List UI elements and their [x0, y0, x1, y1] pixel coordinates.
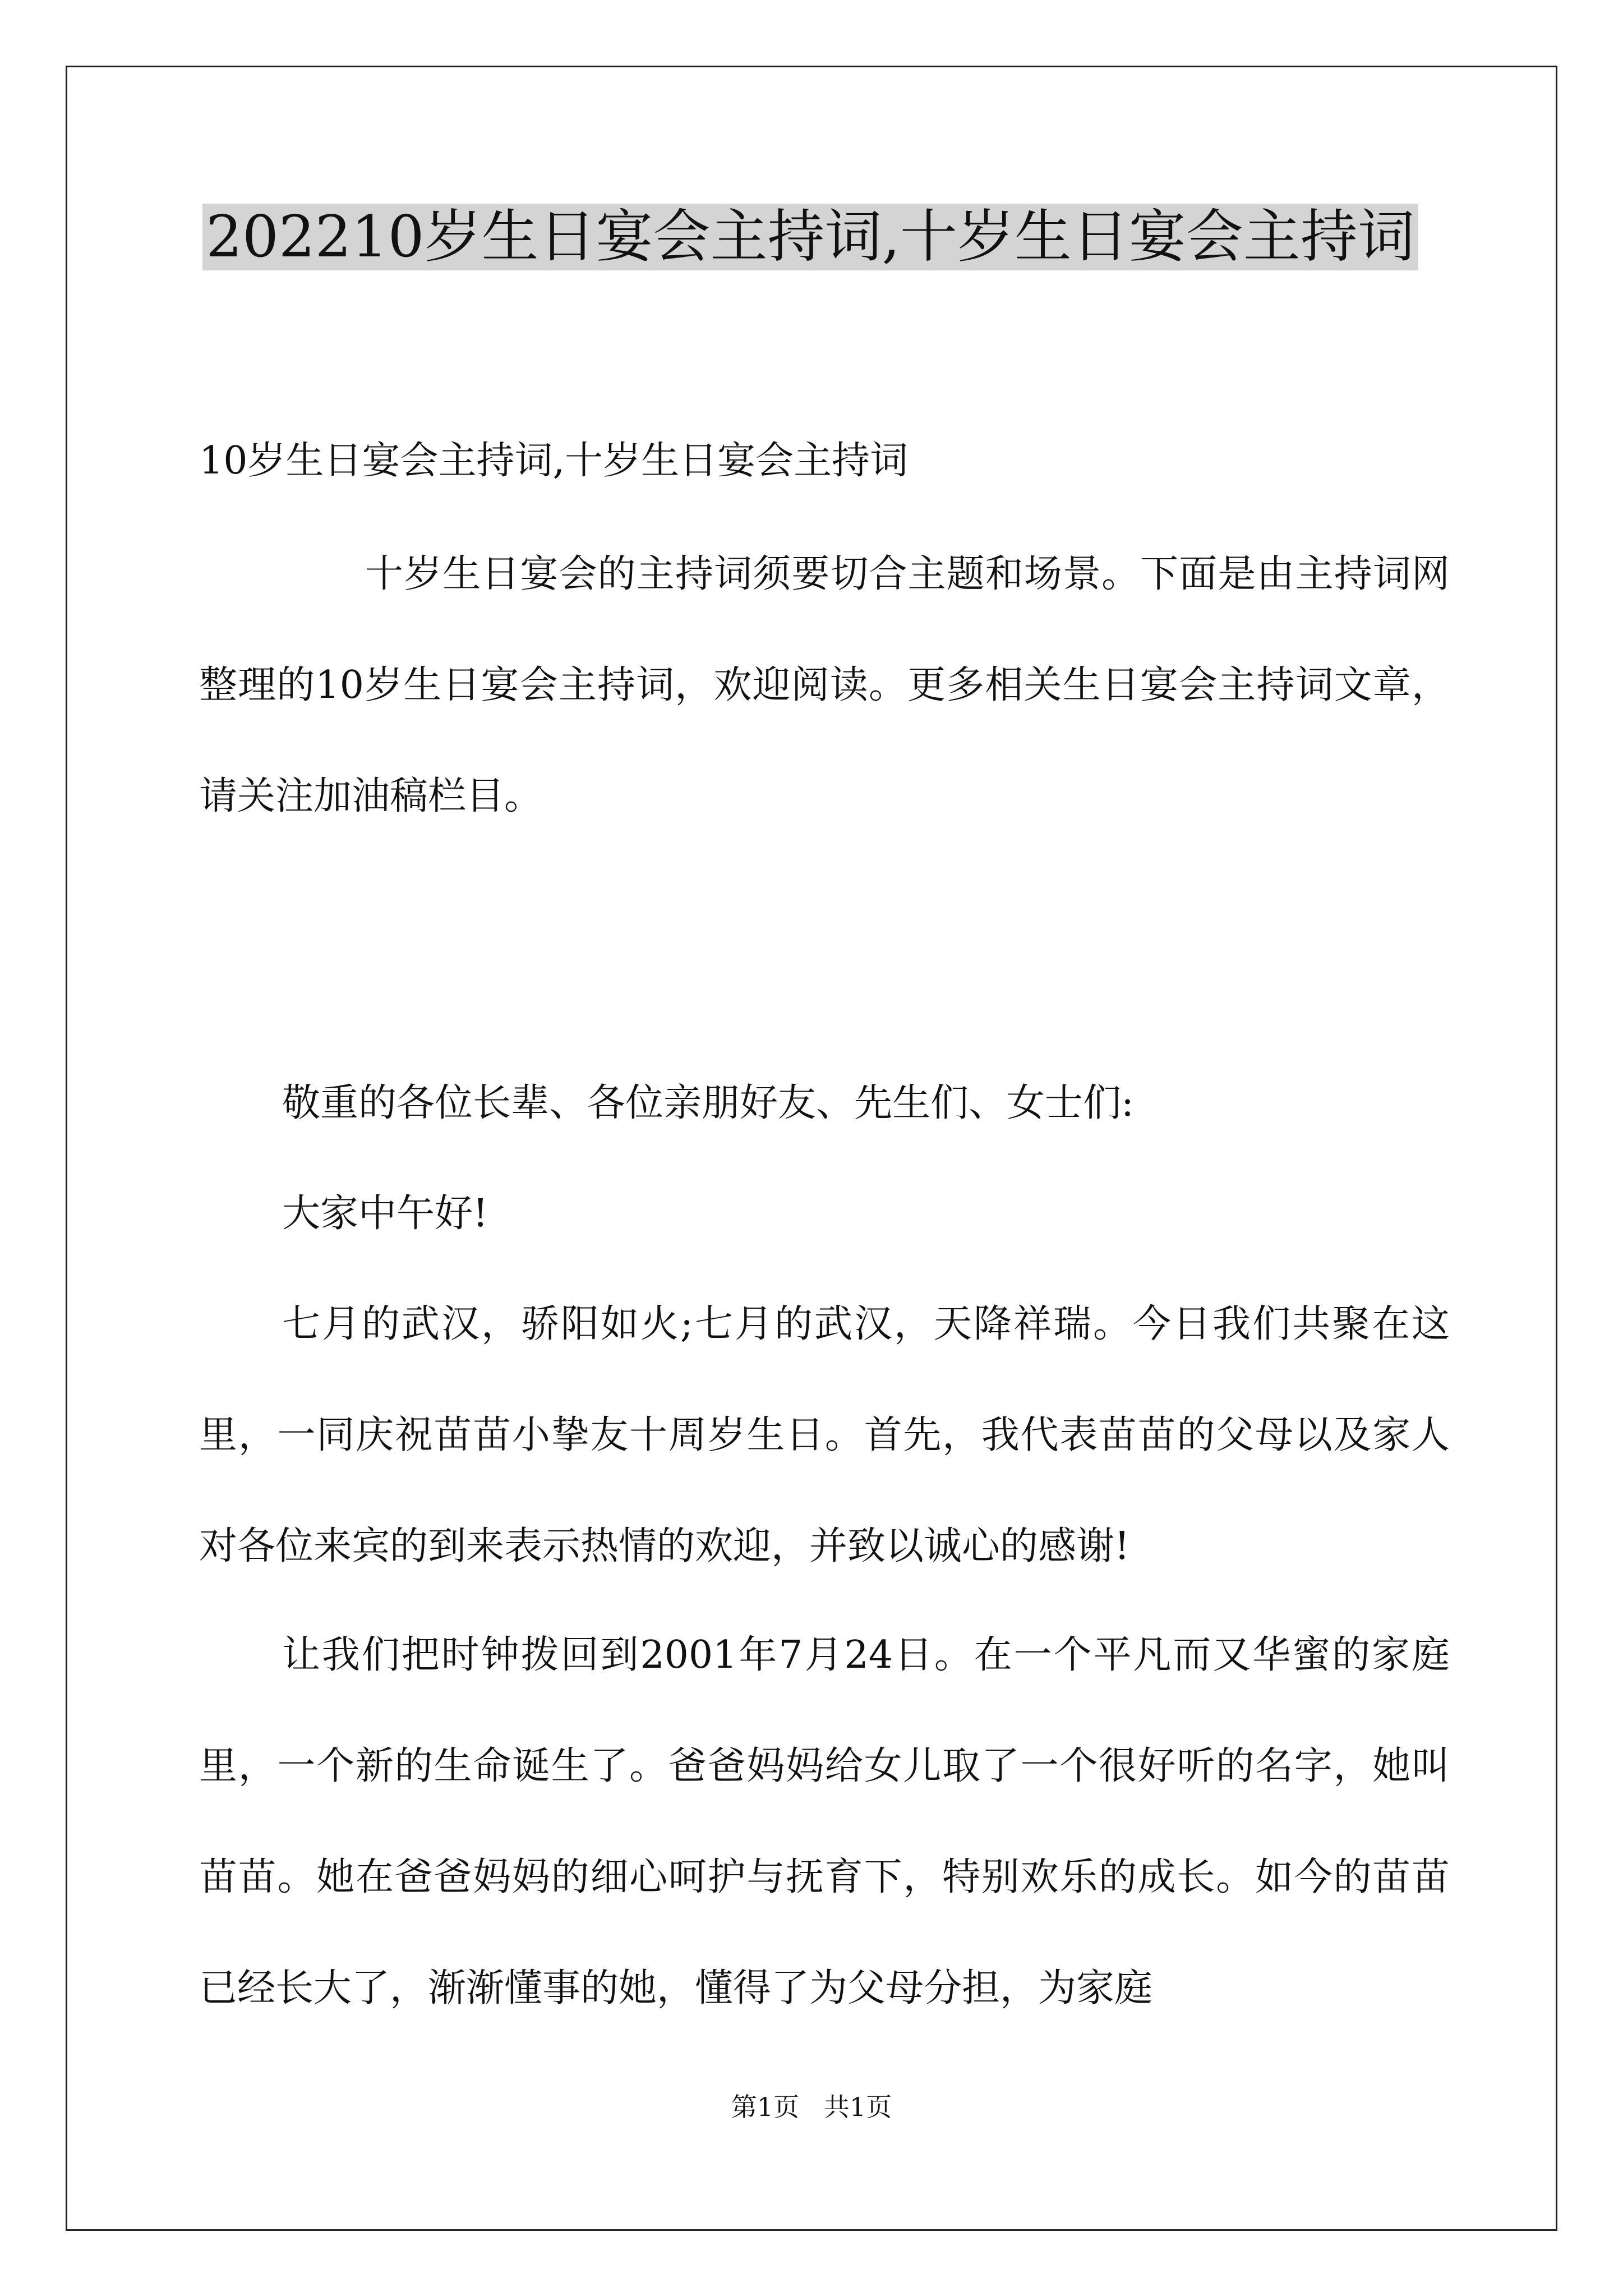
- greeting-paragraph: 大家中午好!: [282, 1191, 488, 1236]
- body-paragraph: 七月的武汉，骄阳如火;七月的武汉，天降祥瑞。今日我们共聚在这里，一同庆祝苗苗小挚友十周岁生日。首先，我代表苗苗的父母以及家人对各位来宾的到来表示热情的欢迎，并致以诚心的感谢!: [199, 1302, 1450, 1568]
- page-footer: 第1页 共1页: [731, 2092, 892, 2122]
- body-paragraph: 让我们把时钟拨回到2001年7月24日。在一个平凡而又华蜜的家庭里，一个新的生命诞生了。爸爸妈妈给女儿取了一个很好听的名字，她叫苗苗。她在爸爸妈妈的细心呵护与抚育下，特别欢乐的成长。如今的苗苗已经长大了，渐渐懂事的她，懂得了为父母分担，为家庭: [199, 1633, 1450, 2010]
- salutation-paragraph: 敬重的各位长辈、各位亲朋好友、先生们、女士们:: [282, 1081, 1134, 1125]
- document-title-text: 202210岁生日宴会主持词,十岁生日宴会主持词: [202, 204, 1418, 270]
- document-subtitle: 10岁生日宴会主持词,十岁生日宴会主持词: [199, 439, 909, 483]
- document-title: [202, 191, 1419, 283]
- intro-paragraph: 十岁生日宴会的主持词须要切合主题和场景。下面是由主持词网整理的10岁生日宴会主持词，欢迎阅读。更多相关生日宴会主持词文章，请关注加油稿栏目。: [199, 552, 1450, 818]
